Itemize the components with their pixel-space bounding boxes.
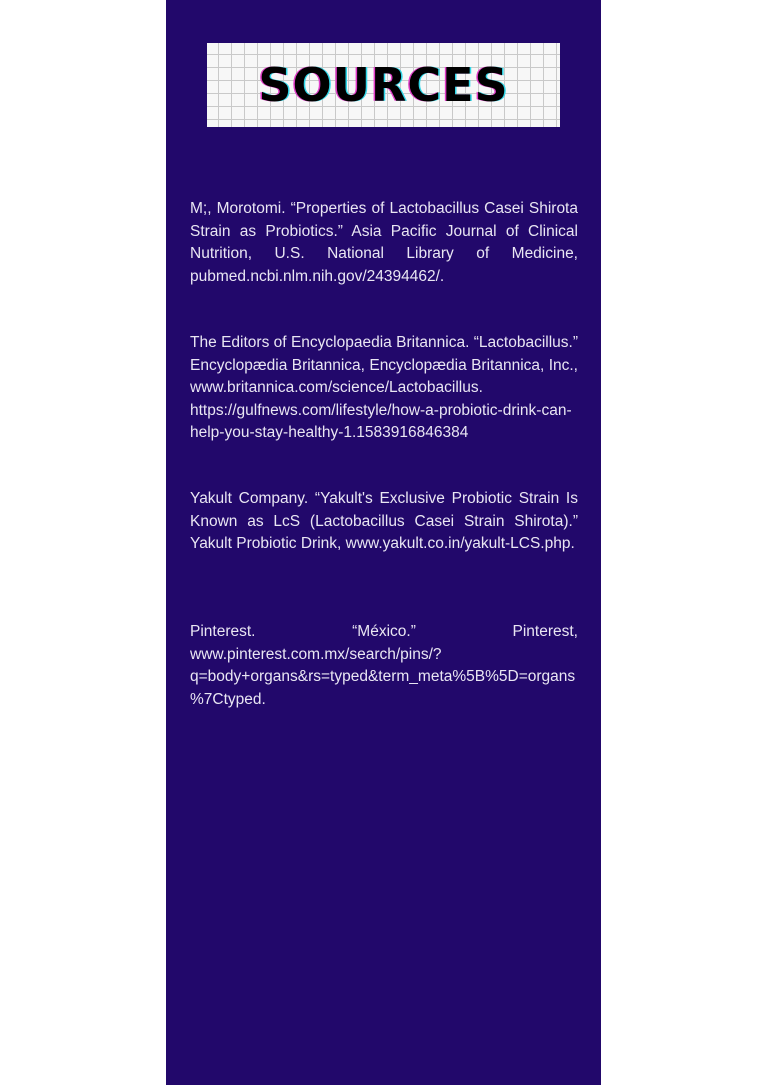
- source-entry-yakult: [190, 488, 578, 556]
- source-text: Yakult Company. “Yakult's Exclusive Probiotic Strain Is Known as LcS (Lactobacillus Casei Strain Shirota).” Yakult Probiotic Drink, www.yakult.co.in/yakult-LCS.php.: [190, 490, 578, 552]
- source-entry-pinterest: [190, 621, 578, 711]
- source-entry-morotomi: [190, 198, 578, 288]
- source-entry-britannica: [190, 332, 578, 445]
- source-text: Pinterest. “México.” Pinterest, www.pinterest.com.mx/search/pins/?q=body+organs&rs=typed&term_meta%5B%5D=organs%7Ctyped.: [190, 623, 578, 708]
- source-text: M;, Morotomi. “Properties of Lactobacillus Casei Shirota Strain as Probiotics.” Asia Pacific Journal of Clinical Nutrition, U.S. National Library of Medicine, pubmed.ncbi.nlm.nih.gov/24394462/.: [190, 200, 578, 285]
- title-banner: [207, 43, 560, 127]
- sources-page: [166, 0, 601, 1085]
- page-title: SOURCES: [258, 58, 509, 112]
- source-text: The Editors of Encyclopaedia Britannica. “Lactobacillus.” Encyclopædia Britannica, Encyclopædia Britannica, Inc., www.britannica.com/science/Lactobacillus.: [190, 334, 578, 396]
- source-url-gulfnews[interactable]: https://gulfnews.com/lifestyle/how-a-probiotic-drink-can-help-you-stay-healthy-1.1583916846384: [190, 401, 572, 441]
